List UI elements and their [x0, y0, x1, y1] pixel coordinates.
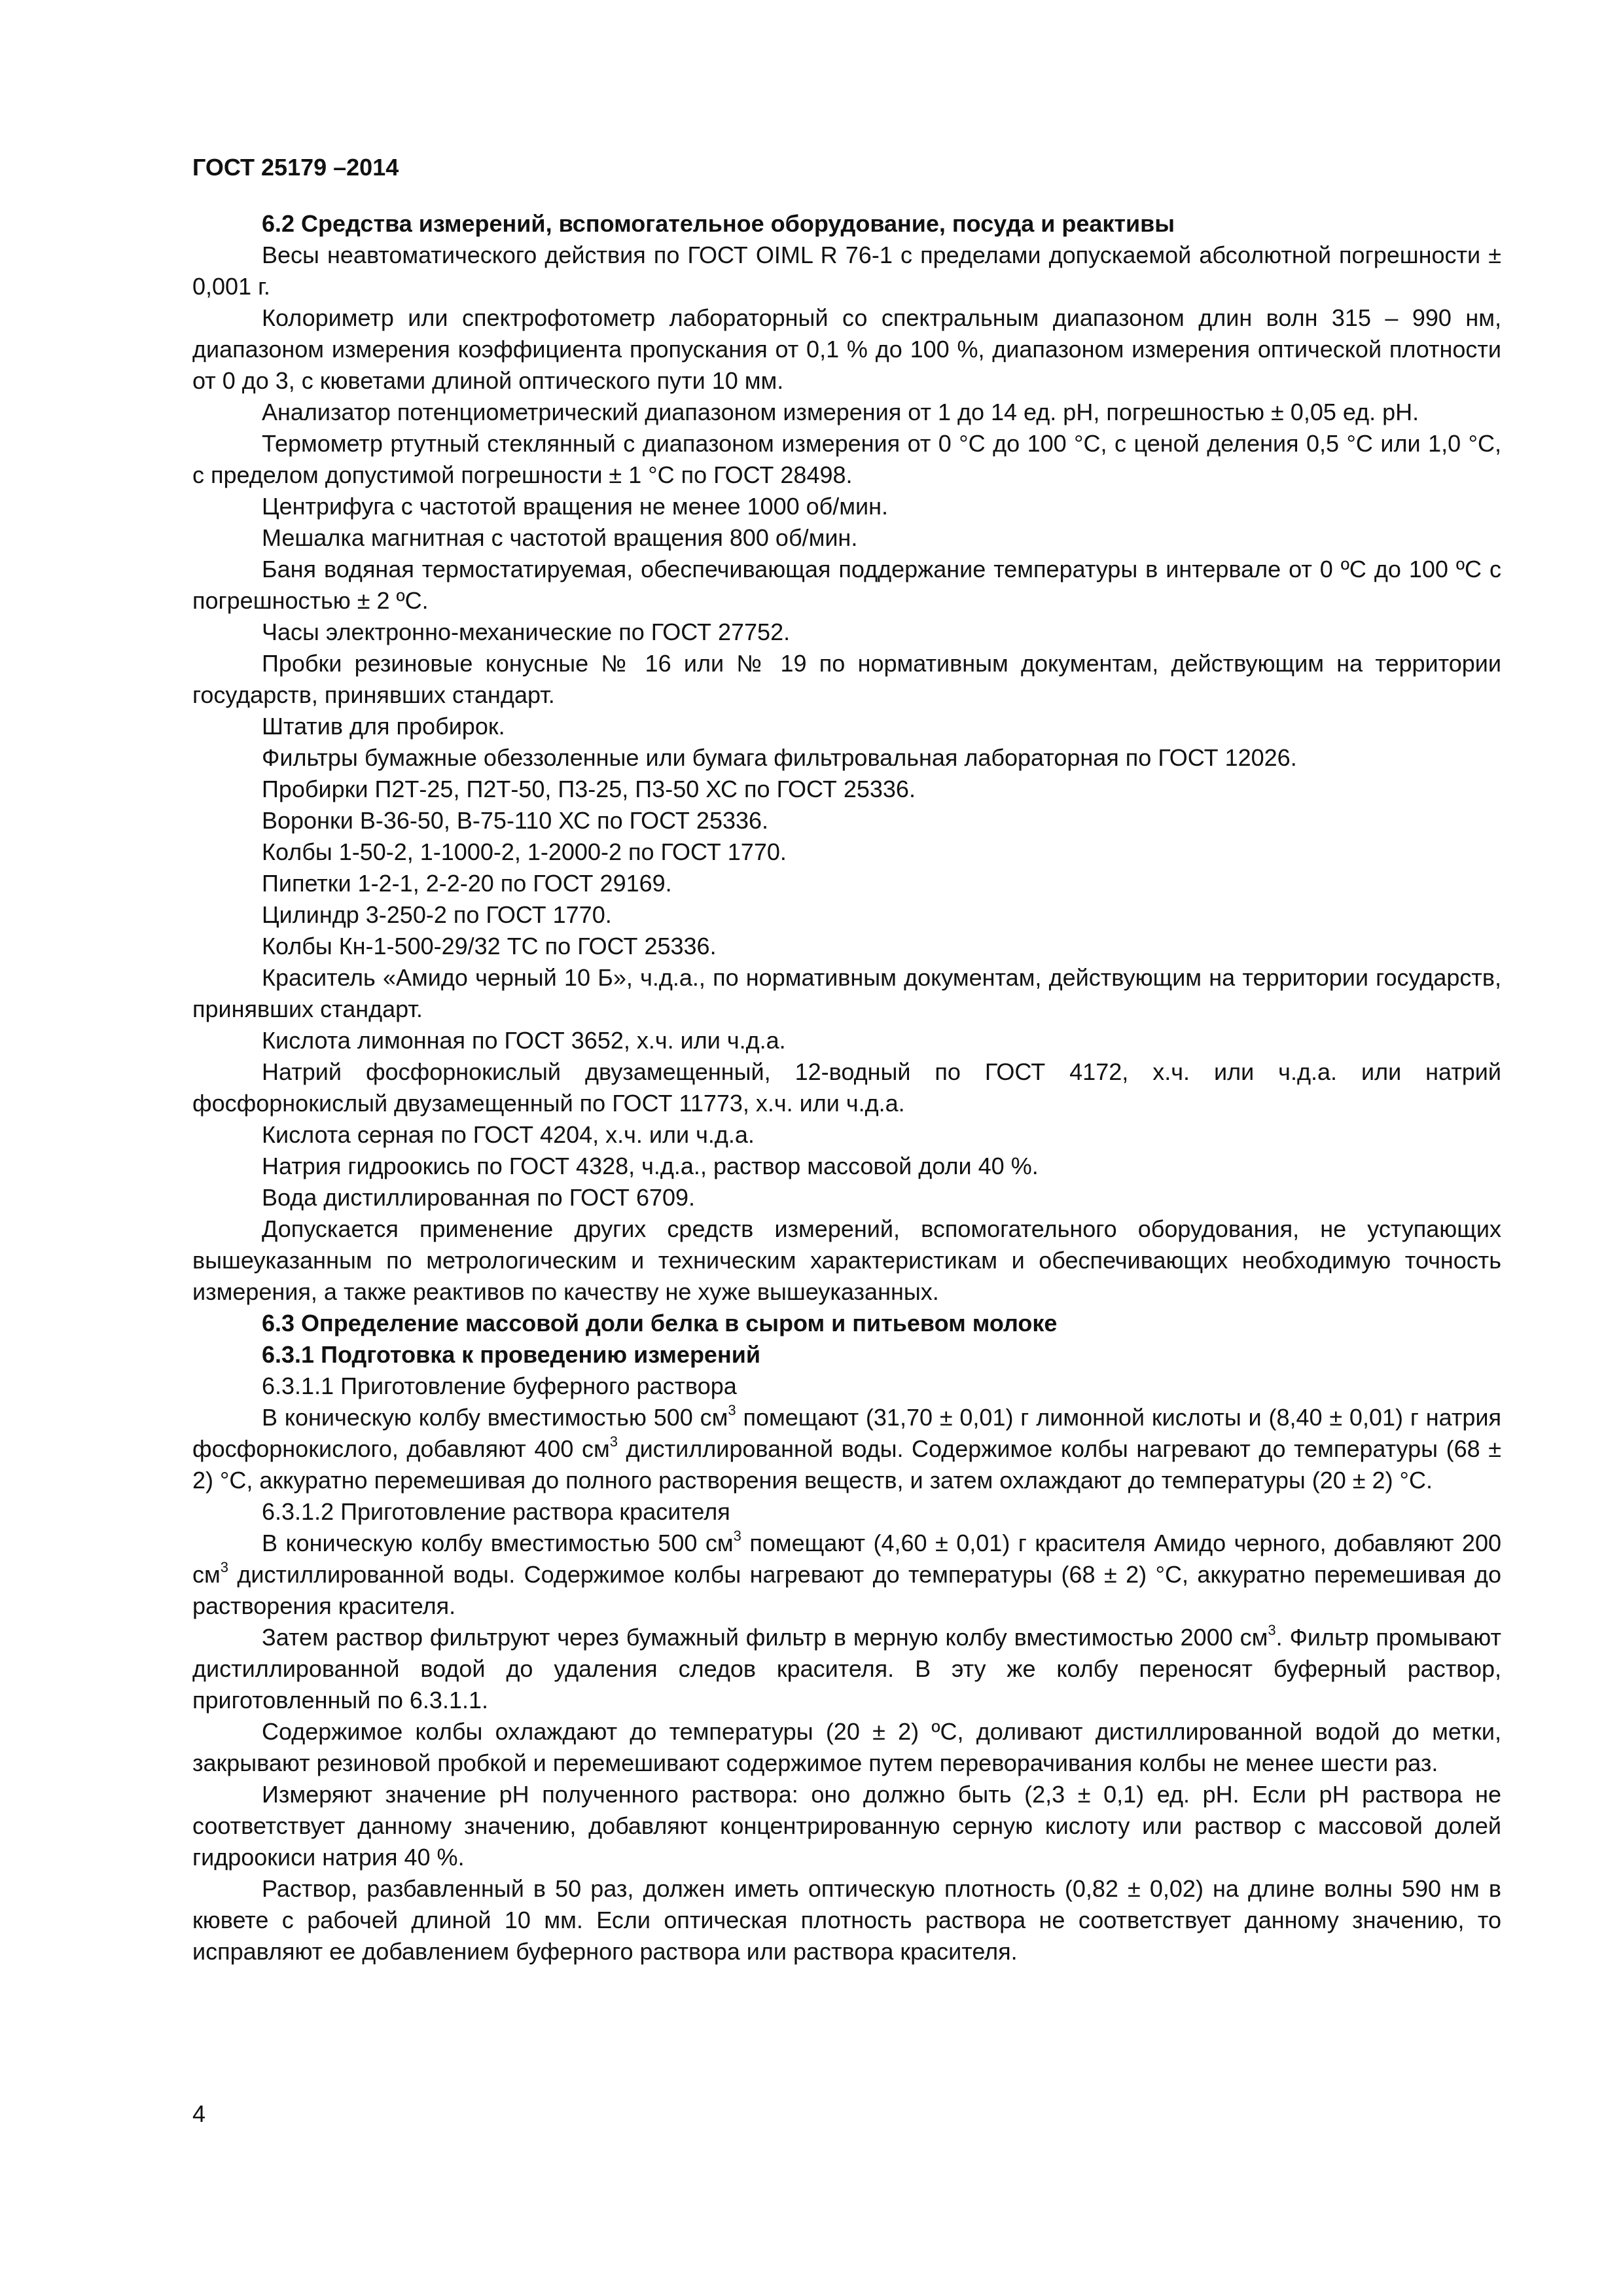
paragraph: Колбы Кн-1-500-29/32 ТС по ГОСТ 25336.	[262, 933, 717, 960]
paragraph: Раствор, разбавленный в 50 раз, должен иметь оптическую плотность (0,82 ± 0,02) на длине волны 590 нм в кювете с рабочей длиной 10 мм. Если оптическая плотность раствора не соответствует данному значению, то исправляют ее добавлением буферного раствора или раствора красителя.	[192, 1875, 1501, 1965]
paragraph: Воронки В-36-50, В-75-110 ХС по ГОСТ 25336.	[262, 807, 769, 834]
paragraph: Натрий фосфорнокислый двузамещенный, 12-водный по ГОСТ 4172, х.ч. или ч.д.а. или натрий фосфорнокислый двузамещенный по ГОСТ 11773, х.ч. или ч.д.а.	[192, 1058, 1501, 1117]
superscript: 3	[1268, 1622, 1276, 1638]
section-6-3-1-2-title: 6.3.1.2 Приготовление раствора красителя	[262, 1498, 730, 1525]
section-6-2-heading: 6.2 Средства измерений, вспомогательное оборудование, посуда и реактивы	[262, 210, 1175, 237]
paragraph: Измеряют значение pH полученного раствора: оно должно быть (2,3 ± 0,1) ед. pH. Если pH раствора не соответствует данному значению, добавляют концентрированную серную кислоту или раствор с массовой долей гидроокиси натрия 40 %.	[192, 1781, 1501, 1871]
paragraph: Кислота серная по ГОСТ 4204, х.ч. или ч.д.а.	[262, 1121, 755, 1148]
section-6-3-heading: 6.3 Определение массовой доли белка в сыром и питьевом молоке	[262, 1310, 1058, 1336]
paragraph: Пробирки П2Т-25, П2Т-50, П3-25, П3-50 ХС по ГОСТ 25336.	[262, 776, 916, 802]
paragraph: Баня водяная термостатируемая, обеспечивающая поддержание температуры в интервале от 0 ºС до 100 ºС с погрешностью ± 2 ºС.	[192, 556, 1501, 614]
text-run: . Фильтр промывают дистиллированной водой до удаления следов красителя. В эту же колбу переносят буферный раствор, приготовленный по 6.3.1.1.	[192, 1624, 1502, 1713]
paragraph: Цилиндр 3-250-2 по ГОСТ 1770.	[262, 901, 612, 928]
paragraph: Часы электронно-механические по ГОСТ 27752.	[262, 619, 791, 645]
paragraph: Центрифуга с частотой вращения не менее 1000 об/мин.	[262, 493, 889, 520]
paragraph: Колбы 1-50-2, 1-1000-2, 1-2000-2 по ГОСТ 1770.	[262, 838, 787, 865]
paragraph: Анализатор потенциометрический диапазоном измерения от 1 до 14 ед. pH, погрешностью ± 0,05 ед. pH.	[262, 399, 1419, 425]
text-run: помещают (4,60 ± 0,01) г красителя Амидо черного, добавляют 200 см	[192, 1530, 1501, 1588]
paragraph: Вода дистиллированная по ГОСТ 6709.	[262, 1184, 696, 1211]
text-run: помещают (31,70 ± 0,01) г лимонной кислоты и (8,40 ± 0,01) г натрия фосфорнокислого, добавляют 400 см	[192, 1404, 1501, 1462]
text-run: В коническую колбу вместимостью 500 см	[262, 1404, 728, 1431]
paragraph: Пипетки 1-2-1, 2-2-20 по ГОСТ 29169.	[262, 870, 672, 897]
superscript: 3	[609, 1433, 618, 1450]
text-run: дистиллированной воды. Содержимое колбы нагревают до температуры (68 ± 2) °С, аккуратно перемешивая до полного растворения веществ, и затем охлаждают до температуры (20 ± 2) °С.	[192, 1435, 1501, 1494]
section-6-3-1-heading: 6.3.1 Подготовка к проведению измерений	[262, 1341, 760, 1368]
paragraph: Штатив для пробирок.	[262, 713, 505, 740]
text-run: Затем раствор фильтруют через бумажный фильтр в мерную колбу вместимостью 2000 см	[262, 1624, 1268, 1651]
section-6-3-1-1-title: 6.3.1.1 Приготовление буферного раствора	[262, 1372, 737, 1399]
paragraph: Пробки резиновые конусные № 16 или № 19 по нормативным документам, действующим на территории государств, принявших стандарт.	[192, 650, 1501, 708]
document-body	[192, 208, 1501, 1967]
superscript: 3	[220, 1559, 228, 1575]
paragraph: Фильтры бумажные обеззоленные или бумага фильтровальная лабораторная по ГОСТ 12026.	[262, 744, 1297, 771]
document-header: ГОСТ 25179 –2014	[192, 154, 399, 181]
paragraph: Допускается применение других средств измерений, вспомогательного оборудования, не уступающих вышеуказанным по метрологическим и техническим характеристикам и обеспечивающих необходимую точность измерения, а также реактивов по качеству не хуже вышеуказанных.	[192, 1215, 1501, 1305]
paragraph: Кислота лимонная по ГОСТ 3652, х.ч. или ч.д.а.	[262, 1027, 786, 1054]
superscript: 3	[728, 1402, 736, 1418]
paragraph	[192, 1528, 1501, 1622]
paragraph: Мешалка магнитная с частотой вращения 800 об/мин.	[262, 524, 858, 551]
paragraph: Содержимое колбы охлаждают до температуры (20 ± 2) ºС, доливают дистиллированной водой до метки, закрывают резиновой пробкой и перемешивают содержимое путем переворачивания колбы не менее шести раз.	[192, 1718, 1501, 1776]
paragraph: Термометр ртутный стеклянный с диапазоном измерения от 0 °С до 100 °С, с ценой деления 0,5 °С или 1,0 °С, с пределом допустимой погрешности ± 1 °С по ГОСТ 28498.	[192, 430, 1501, 488]
paragraph: Весы неавтоматического действия по ГОСТ OIML R 76-1 с пределами допускаемой абсолютной погрешности ± 0,001 г.	[192, 242, 1501, 300]
text-run: В коническую колбу вместимостью 500 см	[262, 1530, 734, 1556]
paragraph	[192, 1402, 1501, 1496]
paragraph	[192, 1622, 1501, 1716]
paragraph: Колориметр или спектрофотометр лабораторный со спектральным диапазоном длин волн 315 – 990 нм, диапазоном измерения коэффициента пропускания от 0,1 % до 100 %, диапазоном измерения оптической плотности от 0 до 3, с кюветами длиной оптического пути 10 мм.	[192, 304, 1501, 394]
paragraph: Натрия гидроокись по ГОСТ 4328, ч.д.а., раствор массовой доли 40 %.	[262, 1153, 1039, 1179]
paragraph: Краситель «Амидо черный 10 Б», ч.д.а., по нормативным документам, действующим на территории государств, принявших стандарт.	[192, 964, 1501, 1022]
superscript: 3	[733, 1528, 741, 1544]
text-run: дистиллированной воды. Содержимое колбы нагревают до температуры (68 ± 2) °С, аккуратно перемешивая до растворения красителя.	[192, 1561, 1501, 1619]
document-page	[192, 152, 1501, 1967]
page-number: 4	[192, 2100, 206, 2127]
